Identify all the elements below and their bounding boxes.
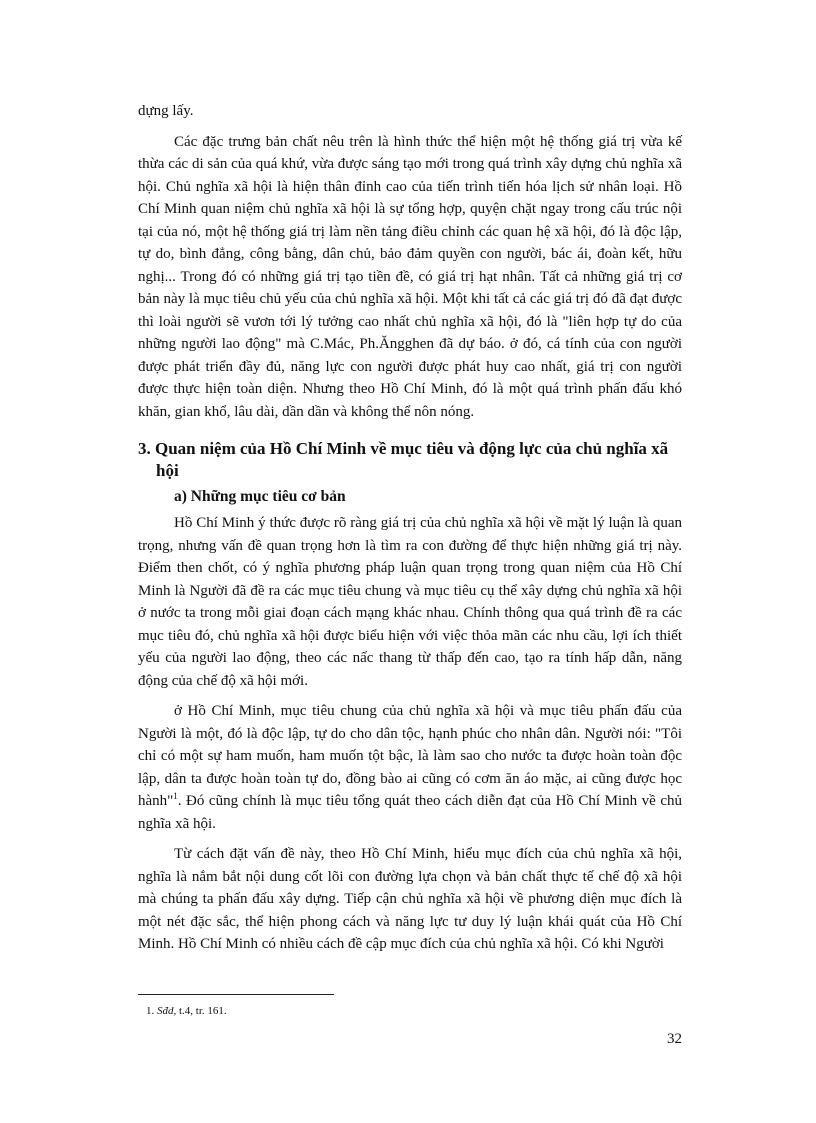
paragraph-continued: dựng lấy. bbox=[138, 103, 194, 119]
footnote-divider bbox=[138, 994, 334, 995]
footnote bbox=[146, 1004, 227, 1018]
quote-tail: . Đó cũng chính là mục tiêu tổng quát theo cách diễn đạt của Hồ Chí Minh về chủ nghĩa xã hội. bbox=[138, 793, 682, 832]
paragraph-purpose: Từ cách đặt vấn đề này, theo Hồ Chí Minh, hiểu mục đích của chủ nghĩa xã hội, nghĩa là nắm bắt nội dung cốt lõi con đường lựa chọn và bản chất thực tế chế độ xã hội mà chúng ta phấn đấu xây dựng. Tiếp cận chủ nghĩa xã hội về phương diện mục đích là một nét đặc sắc, thể hiện phong cách và năng lực tư duy lý luận khái quát của Hồ Chí Minh. Hồ Chí Minh có nhiều cách đề cập mục đích của chủ nghĩa xã hội. Có khi Người bbox=[138, 846, 682, 952]
page-body bbox=[138, 100, 682, 956]
paragraph-goals: Hồ Chí Minh ý thức được rõ ràng giá trị của chủ nghĩa xã hội về mặt lý luận là quan trọng, nhưng vấn đề quan trọng hơn là tìm ra con đường để thực hiện những giá trị này. Điểm then chốt, có ý nghĩa phương pháp luận quan trọng trong quan niệm của Hồ Chí Minh là Người đã đề ra các mục tiêu chung và mục tiêu cụ thể xây dựng chủ nghĩa xã hội ở nước ta trong mỗi giai đoạn cách mạng khác nhau. Chính thông qua quá trình đề ra các mục tiêu đó, chủ nghĩa xã hội được biểu hiện với việc thỏa mãn các nhu cầu, lợi ích thiết yếu của người lao động, theo các nấc thang từ thấp đến cao, tạo ra tính hấp dẫn, năng động của chế độ xã hội mới. bbox=[138, 515, 682, 689]
subsection-heading: a) Những mục tiêu cơ bản bbox=[174, 488, 346, 505]
page-number: 32 bbox=[667, 1031, 682, 1047]
footnote-number: 1. bbox=[146, 1005, 155, 1017]
footnote-reference[interactable]: 1 bbox=[173, 791, 178, 801]
footnote-detail: t.4, tr. 161. bbox=[179, 1005, 227, 1017]
quote-text: ở Hồ Chí Minh, mục tiêu chung của chủ nghĩa xã hội và mục tiêu phấn đấu của Người là một, đó là độc lập, tự do cho dân tộc, hạnh phúc cho nhân dân. Người nói: "Tôi chỉ có một sự ham muốn, ham muốn tột bậc, là làm sao cho nước ta được hoàn toàn độc lập, dân ta được hoàn toàn tự do, đồng bào ai cũng có cơm ăn áo mặc, ai cũng được học hành" bbox=[138, 703, 682, 809]
footnote-source: Sđd, bbox=[157, 1005, 177, 1017]
section-heading: 3. Quan niệm của Hồ Chí Minh về mục tiêu và động lực của chủ nghĩa xã hội bbox=[138, 439, 669, 480]
paragraph-quote bbox=[138, 700, 682, 835]
paragraph-core-values: Các đặc trưng bản chất nêu trên là hình thức thể hiện một hệ thống giá trị vừa kế thừa các di sản của quá khứ, vừa được sáng tạo mới trong quá trình xây dựng chủ nghĩa xã hội. Chủ nghĩa xã hội là hiện thân đỉnh cao của tiến trình tiến hóa lịch sử nhân loại. Hồ Chí Minh quan niệm chủ nghĩa xã hội là sự tổng hợp, quyện chặt ngay trong cấu trúc nội tại của nó, một hệ thống giá trị làm nền tảng điều chỉnh các quan hệ xã hội, đó là độc lập, tự do, bình đẳng, công bằng, dân chủ, bảo đảm quyền con người, bác ái, đoàn kết, hữu nghị... Trong đó có những giá trị tạo tiền đề, có giá trị hạt nhân. Tất cả những giá trị cơ bản này là mục tiêu chủ yếu của chủ nghĩa xã hội. Một khi tất cả các giá trị đó đã đạt được thì loài người sẽ vươn tới lý tưởng cao nhất chủ nghĩa xã hội, đó là "liên hợp tự do của những người lao động" mà C.Mác, Ph.Ăngghen đã dự báo. ở đó, cá tính của con người được phát triển đầy đủ, năng lực con người được phát huy cao nhất, giá trị con người được thực hiện toàn diện. Nhưng theo Hồ Chí Minh, đó là một quá trình phấn đấu khó khăn, gian khổ, lâu dài, dần dần và không thể nôn nóng. bbox=[138, 133, 682, 420]
